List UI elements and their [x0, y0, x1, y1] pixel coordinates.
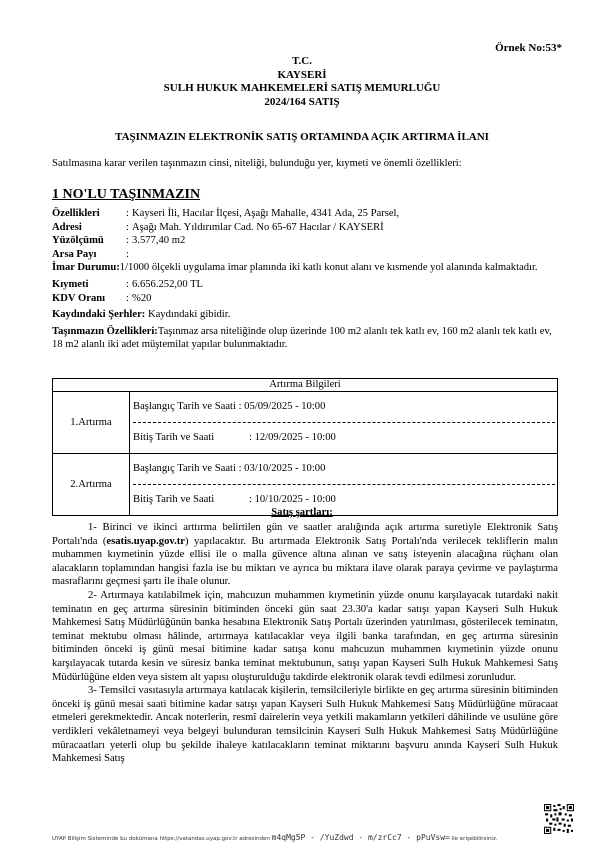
- intro-text: Satılmasına karar verilen taşınmazın cinsi, niteliği, bulunduğu yer, kıymeti ve önemli özellikleri:: [52, 158, 462, 169]
- header-case-no: 2024/164 SATIŞ: [264, 95, 340, 108]
- footer-text: UYAP Bilişim Sisteminde bu dokümana https://vatandas.uyap.gov.tr adresinden: [52, 836, 270, 842]
- serh-value: Kaydındaki gibidir.: [147, 309, 231, 321]
- property-row-adresi: Adresi : Aşağı Mah. Yıldırımlar Cad. No 65-67 Hacılar / KAYSERİ: [52, 221, 384, 233]
- esatis-link[interactable]: esatis.uyap.gov.tr: [106, 535, 185, 547]
- property-row-kiymeti: Kıymeti : 6.656.252,00 TL: [52, 278, 204, 290]
- round-start: Başlangıç Tarih ve Saati : 05/09/2025 - 10:00: [133, 401, 326, 412]
- condition-2: 2- Artırmaya katılabilmek için, mahcuzun muhammen kıymetinin yüzde onunu karşılayacak tutardaki nakit teminatın en geç artırma süresinin bitiminden önceki gün saat 23.30'a kadar satışı yapan Kayseri Sulh Hukuk Mahkemesi Satış Müdürlüğünün banka hesabına Elektronik Satış Portalı üzerinden yatırılması, gösterilecek teminatın, teminat mektubu olması hâlinde, artırmaya katılacaklar veya ilgili banka tarafından, en geç artırma süresinin bitiminden önceki iş günü mesai bitimine kadar satışa konu mahcuzun muhammen kıymetinin yüzde onunu karşılayacak tutarda kesin ve süresiz banka teminat mektubunun, satışı yapan Kayseri Sulh Hukuk Mahkemesi Satış Müdürlüğüne elden veya sistem alt yapısı oluşturulduğu takdirde elektronik olarak tevdi edilmesi zorunludur.: [52, 589, 558, 683]
- document-title: TAŞINMAZIN ELEKTRONİK SATIŞ ORTAMINDA AÇIK ARTIRMA İLANI: [115, 131, 489, 143]
- example-number: Örnek No:53*: [495, 42, 562, 54]
- round-label: 1.Artırma: [53, 392, 130, 454]
- serh-label: Kaydındaki Şerhler:: [52, 309, 146, 321]
- ozellik-label: Taşınmazın Özellikleri:: [52, 325, 158, 337]
- document-header: [0, 55, 604, 109]
- property-row-yuzolcumu: Yüzölçümü : 3.577,40 m2: [52, 235, 186, 247]
- condition-1: 1- Birinci ve ikinci arttırma belirtilen gün ve saatler aralığında açık artırma suretiyle Elektronik Satış Portalı'nda (esatis.uyap.gov.tr) yapılacaktır. Bu artırmada Elektronik Satış Portalı'nda verilecek tekliflerin malın muhammen kıymetinin yüzde ellisi ile o malla güvence altına alınan ve satış isteyenin alacağına rüçhanı olan alacakların toplamından hangisi fazla ise bu miktarı ve ayrıca bu miktara ilave olarak paraya çevirme ve paylaştırma masraflarını geçmesi şartı ile ihale olunur.: [52, 522, 558, 588]
- property-row-kdv: KDV Oranı : %20: [52, 292, 152, 304]
- condition-3: 3- Temsilci vasıtasıyla artırmaya katılacak kişilerin, temsilcileriyle birlikte en geç artırma süresinin bitiminden önceki iş günü mesai saati bitimine kadar satışı yapan Kayseri Sulh Hukuk Mahkemesi Satış Müdürlüğüne müracaat etmeleri gerekmektedir. Ancak noterlerin, resmî dairelerin veya yetkili makamların yetkileri dâhilinde ve usulüne göre verdikleri vekâletnameyi veya belgeyi bulunduran temsilcinin Kayseri Sulh Hukuk Mahkemesi Satış Müdürlüğüne müracaatları yeterli olup bu şekilde ihaleye katılacakların teminat miktarını başvuru anında Kayseri Sulh Hukuk Mahkemesi Satış: [52, 685, 558, 765]
- round-dates: [130, 392, 558, 454]
- header-tc: T.C.: [292, 55, 312, 67]
- uyap-footer: [52, 833, 498, 842]
- conditions-title: Satış şartları:: [271, 507, 333, 518]
- footer-suffix: ile erişebilirsiniz.: [451, 836, 498, 842]
- property-row-arsa-payi: Arsa Payı :: [52, 248, 129, 260]
- round-start: Başlangıç Tarih ve Saati : 03/10/2025 - 10:00: [133, 463, 326, 474]
- footer-code: m4qMg5P - /YuZdwd - m/zrCc7 - pPuVsw=: [271, 833, 450, 842]
- property-row-imar: [52, 261, 552, 275]
- imar-value: 1/1000 ölçekli uygulama imar planında iki katlı konut alanı ve kısmende yol alanında kalmaktadır.: [119, 262, 538, 274]
- auction-round-1: [53, 392, 558, 454]
- qr-code-icon: [544, 804, 574, 834]
- property-row-ozellikleri: Özellikleri : Kayseri İli, Hacılar İlçesi, Aşağı Mahalle, 4341 Ada, 25 Parsel,: [52, 208, 400, 219]
- property-details: [52, 207, 552, 352]
- auction-table: [52, 378, 558, 516]
- imar-label: İmar Durumu:: [52, 262, 120, 274]
- round-end: Bitiş Tarih ve Saati : 12/09/2025 - 10:00: [133, 432, 336, 443]
- property-row-serhler: [52, 308, 552, 322]
- property-row-ozellik: [52, 325, 552, 352]
- header-office: SULH HUKUK MAHKEMELERİ SATIŞ MEMURLUĞU: [163, 82, 441, 95]
- ozellik-value: Taşınmaz arsa niteliğinde olup üzerinde 100 m2 alanlı tek katlı ev, 160 m2 alanlı tek katlı ev, 18 m2 alanlı iki adet müştemilat yapılar bulunmaktadır.: [52, 325, 552, 351]
- round-end: Bitiş Tarih ve Saati : 10/10/2025 - 10:00: [133, 494, 336, 505]
- auction-table-header: Artırma Bilgileri: [53, 379, 558, 392]
- header-city: KAYSERİ: [277, 68, 327, 81]
- round-label: 2.Artırma: [53, 454, 130, 516]
- property-section-title: 1 NO'LU TAŞINMAZIN: [52, 187, 201, 202]
- conditions-body: [52, 521, 558, 766]
